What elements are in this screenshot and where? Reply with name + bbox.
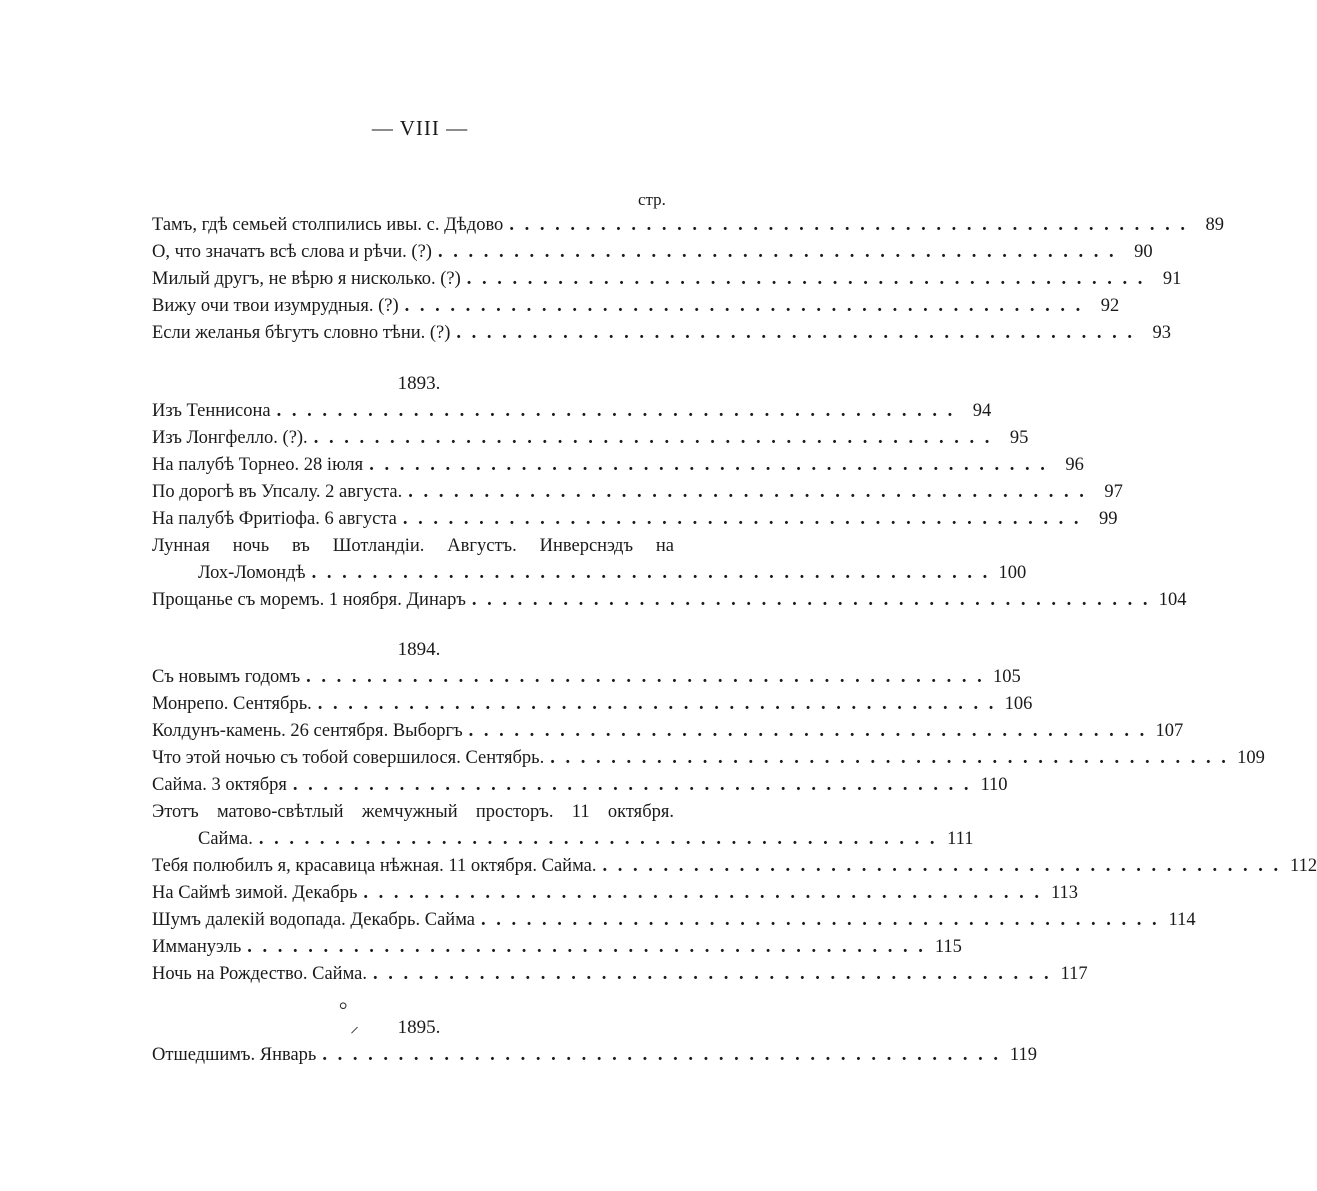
toc-entry-first-line [152,533,674,560]
entry-title: Колдунъ-камень. 26 сентября. Выборгъ [152,721,463,741]
entry-title: Тамъ, гдѣ семьей столпились ивы. с. Дѣдово [152,215,504,235]
dot-leader: . . . . . . . . . . . . . . . . . . . . . . . . . . . . . . . . . . . . . . . . . . . . . [306,667,985,687]
dot-leader: . . . . . . . . . . . . . . . . . . . . . . . . . . . . . . . . . . . . . . . . . . . . . [369,455,1048,475]
toc-entry [152,425,1029,452]
toc-entry [152,853,1317,880]
dot-leader: . . . . . . . . . . . . . . . . . . . . . . . . . . . . . . . . . . . . . . . . . . . . . [292,775,972,795]
entry-page: 93 [1152,323,1172,343]
entry-page: 110 [980,775,1008,795]
dot-leader: . . . . . . . . . . . . . . . . . . . . . . . . . . . . . . . . . . . . . . . . . . . . . [276,401,956,421]
toc-entry [152,880,1079,907]
dot-leader: . . . . . . . . . . . . . . . . . . . . . . . . . . . . . . . . . . . . . . . . . . . . . [550,748,1229,768]
entry-page: 109 [1237,748,1265,768]
entry-page: 113 [1050,883,1079,903]
toc-section-1893 [152,370,1187,614]
entry-page: 107 [1155,721,1184,741]
entry-title: На Саймѣ зимой. Декабрь [152,883,358,903]
entry-title: Тебя полюбилъ я, красавица нѣжная. 11 октября. Сайма. [152,856,597,876]
toc-entry [152,745,1265,772]
entry-title: Ночь на Рождество. Сайма. [152,964,367,984]
entry-page: 114 [1168,910,1196,930]
section-year-heading: 1894. [397,639,441,660]
entry-page: 99 [1099,509,1118,529]
entry-page: 117 [1060,964,1088,984]
page-column-label: стр. [638,190,666,209]
toc-entry-first-line [152,799,674,826]
entry-title: На палубѣ Торнео. 28 іюля [152,455,364,475]
dot-leader: . . . . . . . . . . . . . . . . . . . . . . . . . . . . . . . . . . . . . . . . . . . . . [402,509,1082,529]
entry-page: 119 [1009,1045,1037,1065]
entry-title: Съ новымъ годомъ [152,667,301,687]
entry-title: О, что значатъ всѣ слова и рѣчи. (?) [152,242,432,262]
entry-title: Изъ Теннисона [152,401,271,421]
entry-title: Что этой ночью съ тобой совершилося. Сентябрь. [152,748,545,768]
toc-entry [152,293,1120,320]
entry-page: 92 [1100,296,1120,316]
entry-title: Этотъ матово-свѣтлый жемчужный просторъ. 11 октября. [152,802,674,822]
entry-page: 91 [1162,269,1182,289]
entry-page: 89 [1205,215,1224,235]
toc-entry [152,452,1084,479]
dot-leader: . . . . . . . . . . . . . . . . . . . . . . . . . . . . . . . . . . . . . . . . . . . . . [466,269,1146,289]
toc-entry [152,718,1184,745]
entry-page: 95 [1009,428,1029,448]
toc-entry [152,239,1153,266]
dot-leader: . . . . . . . . . . . . . . . . . . . . . . . . . . . . . . . . . . . . . . . . . . . . . [313,428,993,448]
entry-title: Отшедшимъ. Январь [152,1045,317,1065]
entry-title: Лунная ночь въ Шотландіи. Августъ. Инверснэдъ на [152,536,674,556]
toc-entry [152,479,1123,506]
toc-entry [152,1042,1037,1069]
toc-entry [152,934,962,961]
dot-leader: . . . . . . . . . . . . . . . . . . . . . . . . . . . . . . . . . . . . . . . . . . . . . [509,215,1188,235]
toc-section-1894 [152,636,1317,988]
toc-section-1895 [152,1014,1037,1069]
entry-page: 96 [1065,455,1084,475]
toc-entry [152,961,1088,988]
ink-speck: ⸰ [338,996,349,1016]
entry-title: Сайма. [198,829,253,849]
entry-page: 90 [1134,242,1153,262]
section-year-heading: 1893. [397,373,441,394]
ink-speck: ⸝ [350,1016,359,1036]
dot-leader: . . . . . . . . . . . . . . . . . . . . . . . . . . . . . . . . . . . . . . . . . . . . . [247,937,926,957]
toc-entry [152,772,1008,799]
toc-entry [152,398,992,425]
entry-page: 105 [993,667,1021,687]
dot-leader: . . . . . . . . . . . . . . . . . . . . . . . . . . . . . . . . . . . . . . . . . . . . . [404,296,1084,316]
dot-leader: . . . . . . . . . . . . . . . . . . . . . . . . . . . . . . . . . . . . . . . . . . . . . [481,910,1160,930]
dot-leader: . . . . . . . . . . . . . . . . . . . . . . . . . . . . . . . . . . . . . . . . . . . . . [602,856,1282,876]
entry-page: 97 [1104,482,1123,502]
entry-title: Шумъ далекій водопада. Декабрь. Сайма [152,910,475,930]
toc-entry [152,691,1033,718]
entry-title: На палубѣ Фритіофа. 6 августа [152,509,397,529]
toc-entry [152,320,1172,347]
dot-leader: . . . . . . . . . . . . . . . . . . . . . . . . . . . . . . . . . . . . . . . . . . . . . [363,883,1043,903]
toc-entry-continuation [152,826,974,853]
toc-entry [152,266,1182,293]
entry-page: 112 [1290,856,1317,876]
dot-leader: . . . . . . . . . . . . . . . . . . . . . . . . . . . . . . . . . . . . . . . . . . . . . [408,482,1087,502]
entry-page: 115 [934,937,962,957]
toc-entry [152,587,1187,614]
entry-title: Прощанье съ моремъ. 1 ноября. Динаръ [152,590,466,610]
dot-leader: . . . . . . . . . . . . . . . . . . . . . . . . . . . . . . . . . . . . . . . . . . . . . [456,323,1136,343]
dot-leader: . . . . . . . . . . . . . . . . . . . . . . . . . . . . . . . . . . . . . . . . . . . . . [468,721,1148,741]
entry-title: Лох-Ломондѣ [198,563,306,583]
page-number: — VIII — [371,116,469,140]
toc-entry [152,212,1224,239]
entry-page: 111 [947,829,974,849]
toc-entry [152,664,1021,691]
entry-title: Сайма. 3 октября [152,775,287,795]
entry-page: 106 [1004,694,1033,714]
entry-title: Если желанья бѣгутъ словно тѣни. (?) [152,323,451,343]
dot-leader: . . . . . . . . . . . . . . . . . . . . . . . . . . . . . . . . . . . . . . . . . . . . . [317,694,997,714]
entry-page: 104 [1158,590,1187,610]
entry-page: 100 [998,563,1027,583]
dot-leader: . . . . . . . . . . . . . . . . . . . . . . . . . . . . . . . . . . . . . . . . . . . . . [311,563,991,583]
entry-title: Милый другъ, не вѣрю я нисколько. (?) [152,269,461,289]
toc-entry [152,506,1118,533]
entry-title: Иммануэль [152,937,242,957]
dot-leader: . . . . . . . . . . . . . . . . . . . . . . . . . . . . . . . . . . . . . . . . . . . . . [322,1045,1001,1065]
entry-title: Изъ Лонгфелло. (?). [152,428,308,448]
toc-entry-continuation [152,560,1027,587]
dot-leader: . . . . . . . . . . . . . . . . . . . . . . . . . . . . . . . . . . . . . . . . . . . . . [258,829,938,849]
entry-title: По дорогѣ въ Упсалу. 2 августа. [152,482,403,502]
toc-section-continued [152,212,1224,347]
dot-leader: . . . . . . . . . . . . . . . . . . . . . . . . . . . . . . . . . . . . . . . . . . . . . [437,242,1117,262]
entry-page: 94 [972,401,992,421]
toc-entry [152,907,1196,934]
dot-leader: . . . . . . . . . . . . . . . . . . . . . . . . . . . . . . . . . . . . . . . . . . . . . [471,590,1151,610]
section-year-heading: 1895. [397,1017,441,1038]
dot-leader: . . . . . . . . . . . . . . . . . . . . . . . . . . . . . . . . . . . . . . . . . . . . . [373,964,1052,984]
entry-title: Вижу очи твои изумрудныя. (?) [152,296,399,316]
entry-title: Монрепо. Сентябрь. [152,694,312,714]
